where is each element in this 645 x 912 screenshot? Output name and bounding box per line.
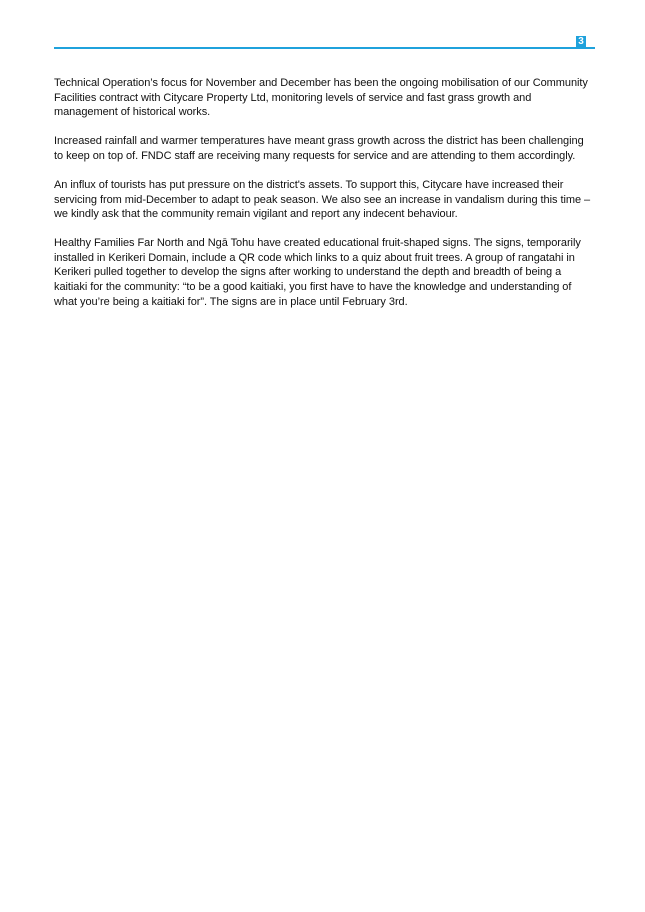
paragraph-tourism-vandalism: An influx of tourists has put pressure on the district's assets. To support this, Citycare have increased their servicing from mid-December to adapt to peak season. We also see an increase in vandalism during this time – we kindly ask that the community remain vigilant and report any indecent behaviour. bbox=[54, 178, 591, 221]
paragraph-fruit-signs: Healthy Families Far North and Ngā Tohu have created educational fruit-shaped signs. The signs, temporarily installed in Kerikeri Domain, include a QR code which links to a quiz about fruit trees. A group of rangatahi in Kerikeri pulled together to develop the signs after working to understand the depth and breadth of being a kaitiaki for the community: “to be a good kaitiaki, you first have to have the knowledge and understanding of what you’re being a kaitiaki for”. The signs are in place until February 3rd. bbox=[54, 237, 581, 308]
paragraph-operations-focus: Technical Operation’s focus for November and December has been the ongoing mobilisation of our Community Facilities contract with Citycare Property Ltd, monitoring levels of service and fast grass growth and management of historical works. bbox=[54, 77, 588, 119]
document-body bbox=[54, 76, 594, 324]
page-number: 3 bbox=[576, 36, 586, 47]
header-rule bbox=[54, 47, 595, 49]
paragraph-grass-growth: Increased rainfall and warmer temperatures have meant grass growth across the district has been challenging to keep on top of. FNDC staff are receiving many requests for service and are attending to them accordingly. bbox=[54, 135, 584, 162]
